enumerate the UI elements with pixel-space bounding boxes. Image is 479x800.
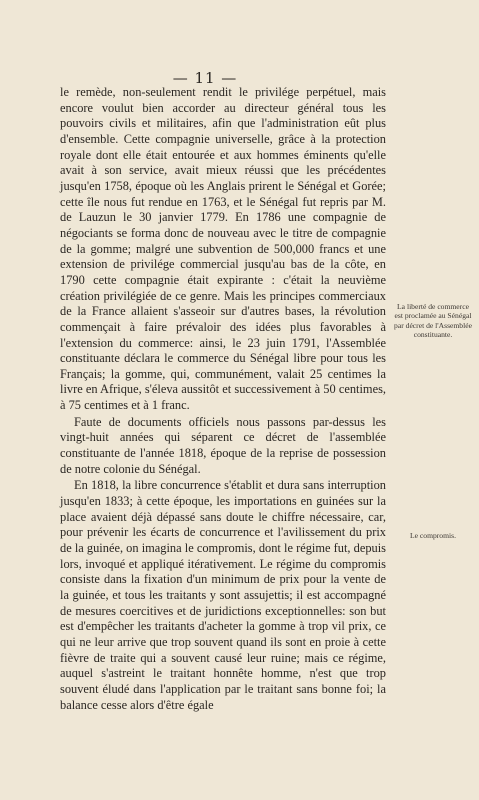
page-number: — 11 — — [172, 69, 238, 87]
sidenote-liberte: La liberté de commerce est proclamée au Sénégal par décret de l'Assemblée constituante. — [394, 302, 472, 340]
paragraph: En 1818, la libre concurrence s'établit et dura sans interruption jusqu'en 1833; à cette époque, les importations en guinées sur la place avaient déjà dépassé sans doute le chiffre nécessaire, car, pour prévenir les écarts de concurrence et l'avilissement du prix de la guinée, on imagina le compromis, dont le régime fut, depuis lors, invoqué et appliqué itérativement. Le régime du compromis consiste dans la fixation d'un minimum de prix pour la vente de la guinée, et tous les traitants y sont assujettis; il est accompagné de mesures coercitives et de juridictions exceptionnelles: son but est d'empêcher les traitants d'acheter la gomme à trop vil prix, ce qui ne leur arrive que trop souvent quand ils sont en proie à cette fièvre de traite qui a souvent causé leur ruine; mais ce régime, auquel s'astreint le traitant honnête homme, n'est que trop souvent éludé dans l'application par le traitant sans bonne foi; la balance cesse alors d'être égale — [60, 478, 386, 712]
paragraph: Faute de documents officiels nous passons par-dessus les vingt-huit années qui séparent ce décret de l'assemblée constituante de l'année 1818, époque de la reprise de possession de notre colonie du Sénégal. — [60, 414, 386, 476]
sidenote-compromis: Le compromis. — [410, 531, 456, 540]
paragraph: le remède, non-seulement rendit le privilége perpétuel, mais encore voulut bien accorder au directeur général tous les pouvoirs civils et militaires, afin que l'administration eût plus d'ensemble. Cette compagnie universelle, grâce à la protection royale dont elle était entourée et aux hommes éminents qu'elle avait à son service, avait mieux réussi que les précédentes jusqu'en 1758, époque où les Anglais prirent le Sénégal et Gorée; cette île nous fut rendue en 1763, et le Sénégal fut repris par M. de Lauzun le 30 janvier 1779. En 1786 une compagnie de négociants se forma donc de nouveau avec le titre de compagnie de la gomme; malgré une subvention de 500,000 francs et une extension de privilége commercial jusqu'au bas de la côte, en 1790 cette compagnie était expirante : c'était la neuvième création privilégiée de ce genre. Mais les principes commerciaux de la France allaient s'asseoir sur d'autres bases, la révolution commençait à faire prévaloir des idées plus favorables à l'extension du commerce: ainsi, le 23 juin 1791, l'Assemblée constituante déclara le commerce du Sénégal libre pour tous les Français; la gomme, qui, communément, valait 25 centimes la livre en Afrique, s'éleva aussitôt et successivement à 50 centimes, à 75 centimes et à 1 franc. — [60, 85, 386, 413]
body-text — [60, 85, 386, 713]
